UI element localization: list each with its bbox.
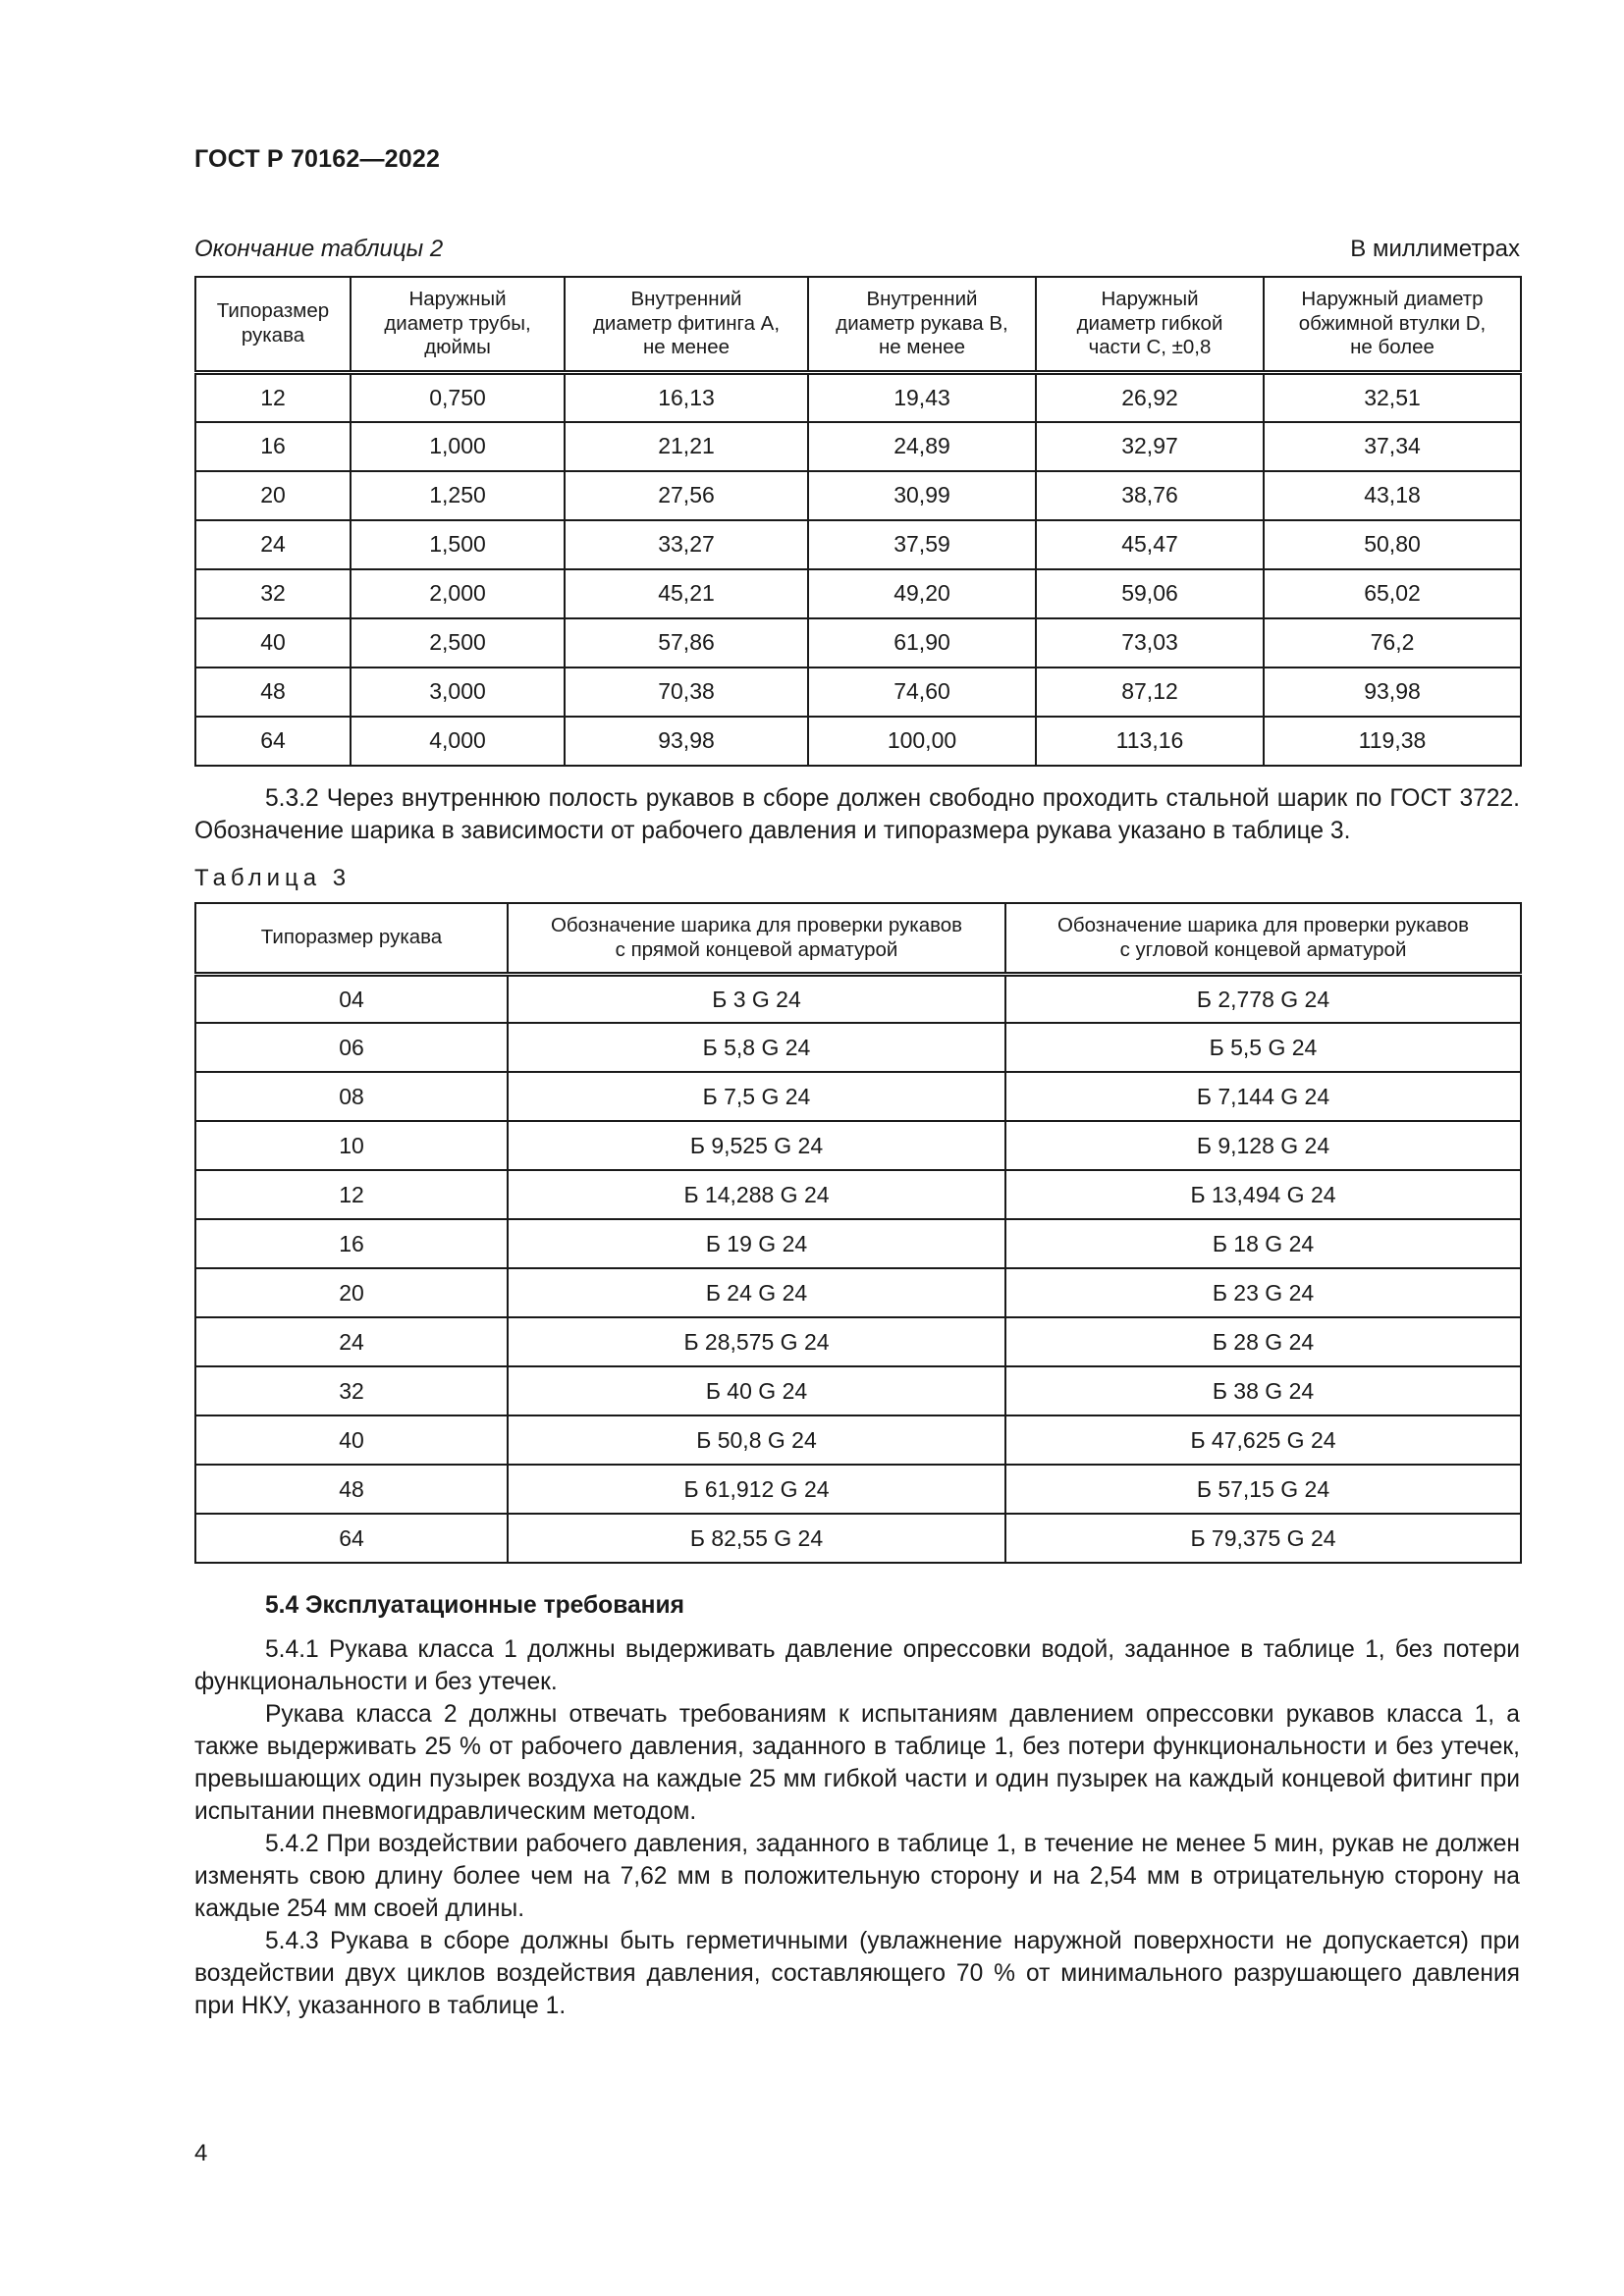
table-cell: 3,000 bbox=[351, 667, 565, 717]
table-cell: 64 bbox=[195, 717, 351, 766]
table2-col-header-pipe-diameter: Наружный диаметр трубы, дюймы bbox=[351, 277, 565, 373]
table2-row bbox=[195, 422, 1521, 471]
table-cell: Б 9,525 G 24 bbox=[508, 1121, 1005, 1170]
table-cell: 12 bbox=[195, 1170, 508, 1219]
table-cell: 70,38 bbox=[565, 667, 808, 717]
table-cell: Б 14,288 G 24 bbox=[508, 1170, 1005, 1219]
table3-caption: Таблица 3 bbox=[194, 864, 352, 891]
table3-col-header-angled: Обозначение шарика для проверки рукавов с угловой концевой арматурой bbox=[1005, 903, 1521, 974]
table2-col-header-flex-outer: Наружный диаметр гибкой части C, ±0,8 bbox=[1036, 277, 1264, 373]
table-cell: Б 3 G 24 bbox=[508, 974, 1005, 1023]
table-cell: 57,86 bbox=[565, 618, 808, 667]
table3-row bbox=[195, 1268, 1521, 1317]
table-cell: 33,27 bbox=[565, 520, 808, 569]
table3-header-row bbox=[195, 903, 1521, 974]
table-2 bbox=[194, 276, 1522, 767]
table-cell: 32 bbox=[195, 1366, 508, 1415]
table2-unit-label: В миллиметрах bbox=[1350, 236, 1520, 262]
table-cell: Б 18 G 24 bbox=[1005, 1219, 1521, 1268]
table3-row bbox=[195, 974, 1521, 1023]
table-cell: Б 79,375 G 24 bbox=[1005, 1514, 1521, 1563]
table-cell: 21,21 bbox=[565, 422, 808, 471]
table-cell: Б 50,8 G 24 bbox=[508, 1415, 1005, 1465]
table-cell: 65,02 bbox=[1264, 569, 1521, 618]
table-cell: 2,500 bbox=[351, 618, 565, 667]
table3-row bbox=[195, 1317, 1521, 1366]
table-cell: 45,21 bbox=[565, 569, 808, 618]
table2-row bbox=[195, 520, 1521, 569]
table-cell: 16 bbox=[195, 1219, 508, 1268]
table-cell: 48 bbox=[195, 667, 351, 717]
table-cell: Б 7,5 G 24 bbox=[508, 1072, 1005, 1121]
table2-col-header-hose-inner: Внутренний диаметр рукава B, не менее bbox=[808, 277, 1036, 373]
table3-row bbox=[195, 1415, 1521, 1465]
table-cell: 40 bbox=[195, 618, 351, 667]
table-cell: 64 bbox=[195, 1514, 508, 1563]
table3-row bbox=[195, 1514, 1521, 1563]
table-cell: 32 bbox=[195, 569, 351, 618]
table3-row bbox=[195, 1072, 1521, 1121]
table2-header-row bbox=[195, 277, 1521, 373]
table2-body bbox=[195, 373, 1521, 766]
table-cell: 20 bbox=[195, 471, 351, 520]
document-code: ГОСТ Р 70162—2022 bbox=[194, 145, 441, 173]
paragraph-class-2: Рукава класса 2 должны отвечать требованиям к испытаниям давлением опрессовки рукавов класса 1, а также выдерживать 25 % от рабочего давления, заданного в таблице 1, без потери функциональности и без утечек, превышающих один пузырек воздуха на каждые 25 мм гибкой части и один пузырек на каждый концевой фитинг при испытании пневмогидравлическим методом. bbox=[194, 1701, 1520, 1826]
table-cell: Б 38 G 24 bbox=[1005, 1366, 1521, 1415]
table-cell: 04 bbox=[195, 974, 508, 1023]
table-cell: 113,16 bbox=[1036, 717, 1264, 766]
table2-row bbox=[195, 618, 1521, 667]
table2-row bbox=[195, 717, 1521, 766]
table-cell: 24 bbox=[195, 1317, 508, 1366]
table2-continuation-label: Окончание таблицы 2 bbox=[194, 236, 444, 262]
table-cell: Б 2,778 G 24 bbox=[1005, 974, 1521, 1023]
table-cell: 50,80 bbox=[1264, 520, 1521, 569]
table-cell: Б 82,55 G 24 bbox=[508, 1514, 1005, 1563]
paragraph-5-4-2: 5.4.2 При воздействии рабочего давления, заданного в таблице 1, в течение не менее 5 мин, рукав не должен изменять свою длину более чем на 7,62 мм в положительную сторону и на 2,54 мм в отрицательную сторону на каждые 254 мм своей длины. bbox=[194, 1831, 1520, 1923]
table3-row bbox=[195, 1465, 1521, 1514]
table2-row bbox=[195, 471, 1521, 520]
table-cell: 49,20 bbox=[808, 569, 1036, 618]
table-cell: 32,51 bbox=[1264, 373, 1521, 422]
table-cell: 19,43 bbox=[808, 373, 1036, 422]
table3-col-header-straight: Обозначение шарика для проверки рукавов с прямой концевой арматурой bbox=[508, 903, 1005, 974]
table2-row bbox=[195, 373, 1521, 422]
table-cell: Б 19 G 24 bbox=[508, 1219, 1005, 1268]
paragraph-5-3-2: 5.3.2 Через внутреннюю полость рукавов в сборе должен свободно проходить стальной шарик по ГОСТ 3722. Обозначение шарика в зависимости от рабочего давления и типоразмера рукава указано в таблице 3. bbox=[194, 784, 1520, 844]
table-cell: 32,97 bbox=[1036, 422, 1264, 471]
table-cell: 43,18 bbox=[1264, 471, 1521, 520]
table-cell: 93,98 bbox=[565, 717, 808, 766]
table-cell: 1,500 bbox=[351, 520, 565, 569]
table-cell: 37,34 bbox=[1264, 422, 1521, 471]
table-cell: Б 61,912 G 24 bbox=[508, 1465, 1005, 1514]
table3-body bbox=[195, 974, 1521, 1563]
table-cell: 45,47 bbox=[1036, 520, 1264, 569]
table2-row bbox=[195, 667, 1521, 717]
table-cell: 24 bbox=[195, 520, 351, 569]
table-cell: Б 9,128 G 24 bbox=[1005, 1121, 1521, 1170]
table-cell: 30,99 bbox=[808, 471, 1036, 520]
table3-col-header-size: Типоразмер рукава bbox=[195, 903, 508, 974]
table2-header-line bbox=[194, 236, 1520, 263]
table-cell: Б 24 G 24 bbox=[508, 1268, 1005, 1317]
table-cell: 2,000 bbox=[351, 569, 565, 618]
table-cell: 0,750 bbox=[351, 373, 565, 422]
table3-row bbox=[195, 1170, 1521, 1219]
table-cell: Б 47,625 G 24 bbox=[1005, 1415, 1521, 1465]
table-cell: 73,03 bbox=[1036, 618, 1264, 667]
table-cell: Б 40 G 24 bbox=[508, 1366, 1005, 1415]
table2-col-header-size: Типоразмер рукава bbox=[195, 277, 351, 373]
table-cell: 119,38 bbox=[1264, 717, 1521, 766]
table-cell: 48 bbox=[195, 1465, 508, 1514]
table-cell: 27,56 bbox=[565, 471, 808, 520]
paragraph-5-4-3: 5.4.3 Рукава в сборе должны быть герметичными (увлажнение наружной поверхности не допускается) при воздействии двух циклов воздействия давления, составляющего 70 % от минимального разрушающего давления при НКУ, указанного в таблице 1. bbox=[194, 1928, 1520, 2020]
table2-col-header-sleeve-outer: Наружный диаметр обжимной втулки D, не более bbox=[1264, 277, 1521, 373]
table3-row bbox=[195, 1023, 1521, 1072]
table-3 bbox=[194, 902, 1522, 1564]
table-cell: 40 bbox=[195, 1415, 508, 1465]
table-cell: 74,60 bbox=[808, 667, 1036, 717]
table3-row bbox=[195, 1121, 1521, 1170]
table-cell: Б 7,144 G 24 bbox=[1005, 1072, 1521, 1121]
table-cell: Б 28 G 24 bbox=[1005, 1317, 1521, 1366]
table-cell: Б 28,575 G 24 bbox=[508, 1317, 1005, 1366]
table-cell: Б 5,5 G 24 bbox=[1005, 1023, 1521, 1072]
table2-col-header-fitting-inner: Внутренний диаметр фитинга A, не менее bbox=[565, 277, 808, 373]
table-cell: 100,00 bbox=[808, 717, 1036, 766]
table-cell: 59,06 bbox=[1036, 569, 1264, 618]
section-5-4-title: 5.4 Эксплуатационные требования bbox=[265, 1592, 685, 1620]
table-cell: 12 bbox=[195, 373, 351, 422]
table-cell: 10 bbox=[195, 1121, 508, 1170]
table-cell: 76,2 bbox=[1264, 618, 1521, 667]
table-cell: 37,59 bbox=[808, 520, 1036, 569]
table3-row bbox=[195, 1366, 1521, 1415]
table-cell: 24,89 bbox=[808, 422, 1036, 471]
table2-row bbox=[195, 569, 1521, 618]
table-cell: 61,90 bbox=[808, 618, 1036, 667]
table-cell: 1,000 bbox=[351, 422, 565, 471]
table-cell: Б 23 G 24 bbox=[1005, 1268, 1521, 1317]
table-cell: 1,250 bbox=[351, 471, 565, 520]
table-cell: Б 57,15 G 24 bbox=[1005, 1465, 1521, 1514]
table-cell: 08 bbox=[195, 1072, 508, 1121]
page-number: 4 bbox=[194, 2140, 208, 2166]
table-cell: 16,13 bbox=[565, 373, 808, 422]
table-cell: Б 13,494 G 24 bbox=[1005, 1170, 1521, 1219]
table-cell: 87,12 bbox=[1036, 667, 1264, 717]
table-cell: 38,76 bbox=[1036, 471, 1264, 520]
table-cell: 4,000 bbox=[351, 717, 565, 766]
table-cell: 20 bbox=[195, 1268, 508, 1317]
paragraph-5-4-1: 5.4.1 Рукава класса 1 должны выдерживать давление опрессовки водой, заданное в таблице 1, без потери функциональности и без утечек. bbox=[194, 1636, 1520, 1696]
table-cell: 16 bbox=[195, 422, 351, 471]
table-cell: 26,92 bbox=[1036, 373, 1264, 422]
table-cell: Б 5,8 G 24 bbox=[508, 1023, 1005, 1072]
table-cell: 06 bbox=[195, 1023, 508, 1072]
table-cell: 93,98 bbox=[1264, 667, 1521, 717]
table3-row bbox=[195, 1219, 1521, 1268]
